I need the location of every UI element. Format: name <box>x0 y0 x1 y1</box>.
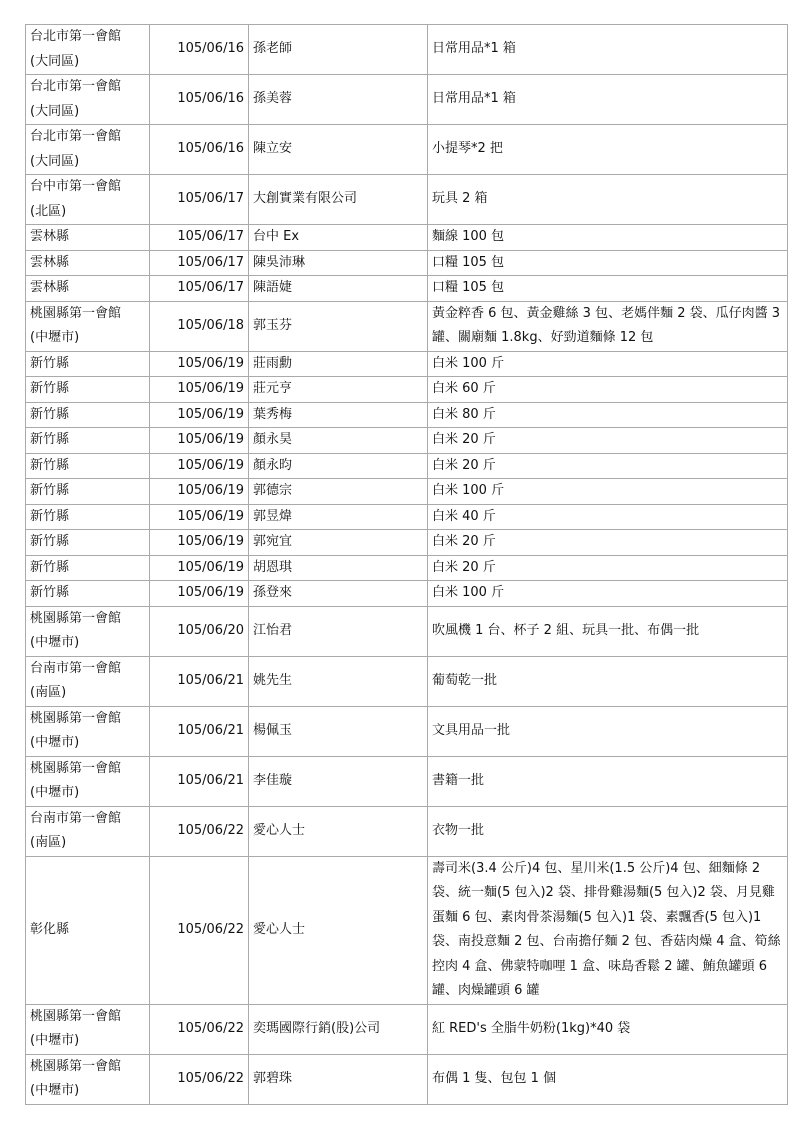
donor-cell: 愛心人士 <box>249 856 428 1004</box>
org-cell: 台南市第一會館 (南區) <box>26 656 150 706</box>
items-cell: 黃金粹香 6 包、黃金雞絲 3 包、老媽伴麵 2 袋、瓜仔肉醬 3 罐、關廟麵 1.8kg、好勁道麵條 12 包 <box>428 301 788 351</box>
org-cell: 新竹縣 <box>26 453 150 479</box>
org-cell: 桃園縣第一會館 (中壢市) <box>26 1004 150 1054</box>
table-row <box>26 504 788 530</box>
donor-cell: 孫登來 <box>249 581 428 607</box>
org-cell: 彰化縣 <box>26 856 150 1004</box>
date-cell: 105/06/19 <box>150 581 249 607</box>
items-cell: 白米 100 斤 <box>428 351 788 377</box>
table-row <box>26 581 788 607</box>
org-cell: 新竹縣 <box>26 377 150 403</box>
table-row <box>26 301 788 351</box>
items-cell: 日常用品*1 箱 <box>428 25 788 75</box>
org-cell: 桃園縣第一會館 (中壢市) <box>26 301 150 351</box>
items-cell: 布偶 1 隻、包包 1 個 <box>428 1054 788 1104</box>
date-cell: 105/06/16 <box>150 75 249 125</box>
donor-cell: 莊雨勳 <box>249 351 428 377</box>
donor-cell: 楊佩玉 <box>249 706 428 756</box>
donor-cell: 姚先生 <box>249 656 428 706</box>
table-row <box>26 377 788 403</box>
date-cell: 105/06/22 <box>150 1054 249 1104</box>
donor-cell: 李佳璇 <box>249 756 428 806</box>
table-row <box>26 555 788 581</box>
donor-cell: 胡恩琪 <box>249 555 428 581</box>
org-cell: 新竹縣 <box>26 351 150 377</box>
table-row <box>26 806 788 856</box>
items-cell: 白米 80 斤 <box>428 402 788 428</box>
donor-cell: 孫美蓉 <box>249 75 428 125</box>
org-cell: 新竹縣 <box>26 555 150 581</box>
donor-cell: 江怡君 <box>249 606 428 656</box>
donor-cell: 郭昱煒 <box>249 504 428 530</box>
items-cell: 白米 20 斤 <box>428 530 788 556</box>
org-cell: 新竹縣 <box>26 504 150 530</box>
items-cell: 玩具 2 箱 <box>428 175 788 225</box>
org-cell: 台中市第一會館 (北區) <box>26 175 150 225</box>
items-cell: 日常用品*1 箱 <box>428 75 788 125</box>
donor-cell: 郭德宗 <box>249 479 428 505</box>
items-cell: 口糧 105 包 <box>428 276 788 302</box>
table-row <box>26 706 788 756</box>
org-cell: 桃園縣第一會館 (中壢市) <box>26 756 150 806</box>
date-cell: 105/06/19 <box>150 453 249 479</box>
items-cell: 衣物一批 <box>428 806 788 856</box>
donor-cell: 顏永昀 <box>249 453 428 479</box>
table-row <box>26 856 788 1004</box>
items-cell: 白米 60 斤 <box>428 377 788 403</box>
donor-cell: 顏永昊 <box>249 428 428 454</box>
donor-cell: 陳立安 <box>249 125 428 175</box>
table-row <box>26 453 788 479</box>
org-cell: 台北市第一會館 (大同區) <box>26 125 150 175</box>
donor-cell: 郭碧珠 <box>249 1054 428 1104</box>
org-cell: 新竹縣 <box>26 428 150 454</box>
items-cell: 書籍一批 <box>428 756 788 806</box>
org-cell: 新竹縣 <box>26 402 150 428</box>
items-cell: 文具用品一批 <box>428 706 788 756</box>
donor-cell: 大創實業有限公司 <box>249 175 428 225</box>
table-row <box>26 276 788 302</box>
donation-table-body <box>26 25 788 1105</box>
table-row <box>26 402 788 428</box>
org-cell: 新竹縣 <box>26 530 150 556</box>
table-row <box>26 225 788 251</box>
date-cell: 105/06/22 <box>150 806 249 856</box>
items-cell: 口糧 105 包 <box>428 250 788 276</box>
items-cell: 白米 100 斤 <box>428 581 788 607</box>
table-row <box>26 606 788 656</box>
donor-cell: 陳吳沛琳 <box>249 250 428 276</box>
items-cell: 小提琴*2 把 <box>428 125 788 175</box>
date-cell: 105/06/22 <box>150 1004 249 1054</box>
date-cell: 105/06/19 <box>150 402 249 428</box>
org-cell: 桃園縣第一會館 (中壢市) <box>26 1054 150 1104</box>
table-row <box>26 250 788 276</box>
items-cell: 吹風機 1 台、杯子 2 組、玩具一批、布偶一批 <box>428 606 788 656</box>
table-row <box>26 125 788 175</box>
org-cell: 桃園縣第一會館 (中壢市) <box>26 606 150 656</box>
table-row <box>26 75 788 125</box>
date-cell: 105/06/19 <box>150 428 249 454</box>
date-cell: 105/06/19 <box>150 504 249 530</box>
org-cell: 台北市第一會館 (大同區) <box>26 25 150 75</box>
table-row <box>26 351 788 377</box>
date-cell: 105/06/20 <box>150 606 249 656</box>
date-cell: 105/06/19 <box>150 479 249 505</box>
date-cell: 105/06/16 <box>150 25 249 75</box>
org-cell: 桃園縣第一會館 (中壢市) <box>26 706 150 756</box>
items-cell: 白米 20 斤 <box>428 555 788 581</box>
donation-table <box>25 24 788 1105</box>
donor-cell: 葉秀梅 <box>249 402 428 428</box>
date-cell: 105/06/19 <box>150 555 249 581</box>
donor-cell: 奕瑪國際行銷(股)公司 <box>249 1004 428 1054</box>
table-row <box>26 175 788 225</box>
table-row <box>26 479 788 505</box>
date-cell: 105/06/19 <box>150 377 249 403</box>
org-cell: 新竹縣 <box>26 581 150 607</box>
table-row <box>26 1054 788 1104</box>
date-cell: 105/06/21 <box>150 656 249 706</box>
date-cell: 105/06/17 <box>150 250 249 276</box>
table-row <box>26 428 788 454</box>
items-cell: 葡萄乾一批 <box>428 656 788 706</box>
org-cell: 雲林縣 <box>26 276 150 302</box>
items-cell: 麵線 100 包 <box>428 225 788 251</box>
table-row <box>26 656 788 706</box>
org-cell: 雲林縣 <box>26 225 150 251</box>
date-cell: 105/06/16 <box>150 125 249 175</box>
table-row <box>26 1004 788 1054</box>
date-cell: 105/06/22 <box>150 856 249 1004</box>
items-cell: 紅 RED's 全脂牛奶粉(1kg)*40 袋 <box>428 1004 788 1054</box>
org-cell: 台北市第一會館 (大同區) <box>26 75 150 125</box>
table-row <box>26 530 788 556</box>
donor-cell: 郭宛宜 <box>249 530 428 556</box>
date-cell: 105/06/17 <box>150 175 249 225</box>
donor-cell: 莊元亨 <box>249 377 428 403</box>
items-cell: 白米 40 斤 <box>428 504 788 530</box>
table-row <box>26 756 788 806</box>
date-cell: 105/06/17 <box>150 225 249 251</box>
date-cell: 105/06/19 <box>150 530 249 556</box>
org-cell: 新竹縣 <box>26 479 150 505</box>
items-cell: 白米 100 斤 <box>428 479 788 505</box>
date-cell: 105/06/21 <box>150 756 249 806</box>
items-cell: 白米 20 斤 <box>428 453 788 479</box>
table-row <box>26 25 788 75</box>
date-cell: 105/06/21 <box>150 706 249 756</box>
org-cell: 雲林縣 <box>26 250 150 276</box>
donor-cell: 陳語婕 <box>249 276 428 302</box>
donor-cell: 愛心人士 <box>249 806 428 856</box>
donor-cell: 台中 Ex <box>249 225 428 251</box>
items-cell: 壽司米(3.4 公斤)4 包、星川米(1.5 公斤)4 包、細麵條 2 袋、統一麵(5 包入)2 袋、排骨雞湯麵(5 包入)2 袋、月見雞蛋麵 6 包、素肉骨茶湯麵(5 包入)1 袋、素飄香(5 包入)1 袋、南投意麵 2 包、台南擔仔麵 2 包、香菇肉燥 4 盒、筍絲控肉 4 盒、佛蒙特咖哩 1 盒、味島香鬆 2 罐、鮪魚罐頭 6 罐、肉燥罐頭 6 罐 <box>428 856 788 1004</box>
date-cell: 105/06/17 <box>150 276 249 302</box>
donor-cell: 郭玉芬 <box>249 301 428 351</box>
donor-cell: 孫老師 <box>249 25 428 75</box>
date-cell: 105/06/19 <box>150 351 249 377</box>
date-cell: 105/06/18 <box>150 301 249 351</box>
items-cell: 白米 20 斤 <box>428 428 788 454</box>
org-cell: 台南市第一會館 (南區) <box>26 806 150 856</box>
